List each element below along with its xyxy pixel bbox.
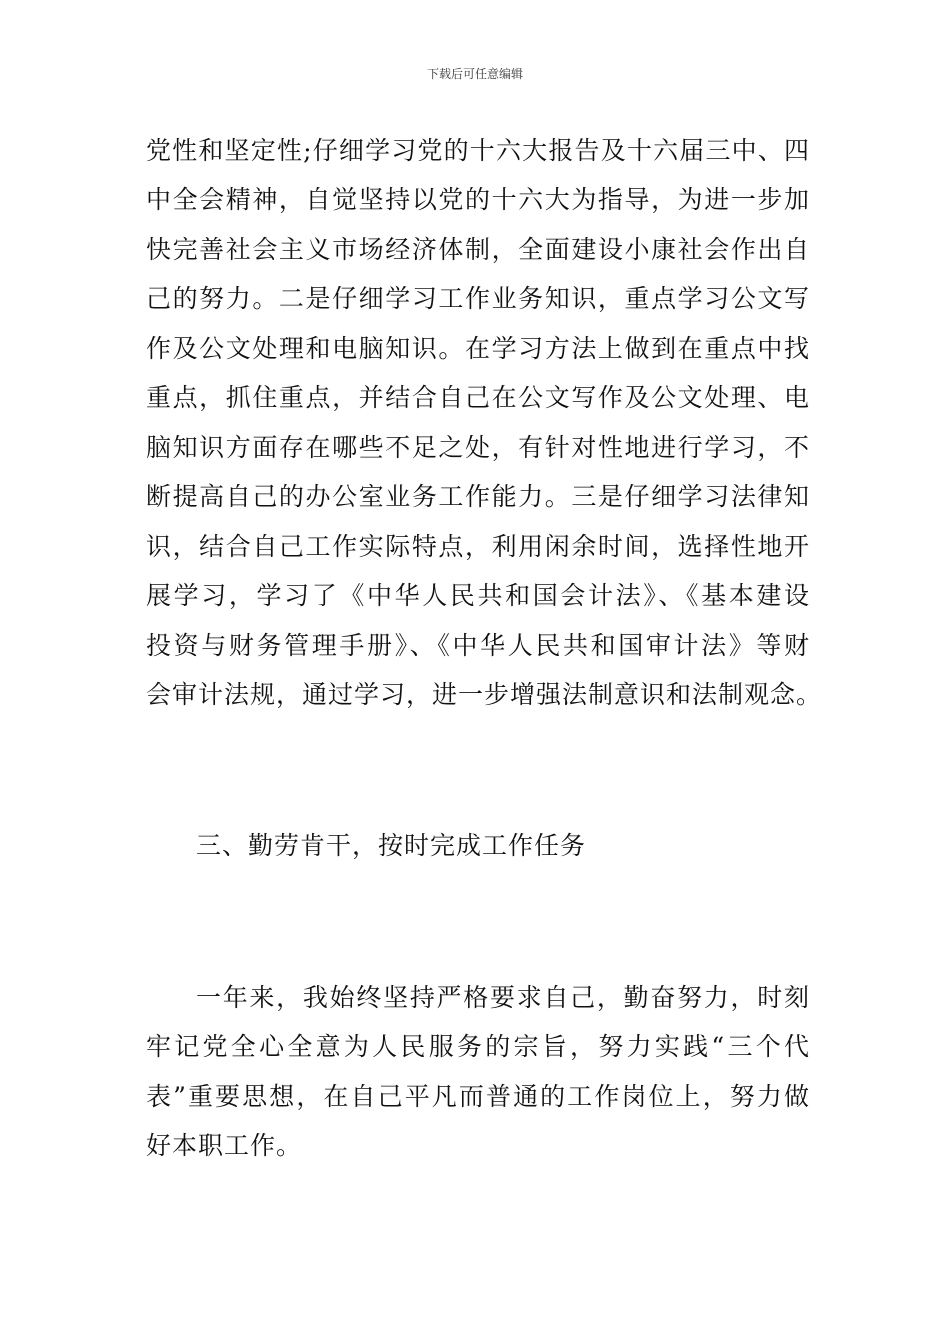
paragraph-line: 识，结合自己工作实际特点，利用闲余时间，选择性地开 [146,532,810,561]
paragraph-line: 中全会精神，自觉坚持以党的十六大为指导，为进一步加 [146,185,810,214]
paragraph-line: 己的努力。二是仔细学习工作业务知识，重点学习公文写 [146,284,810,313]
paragraph-line: 牢记党全心全意为人民服务的宗旨，努力实践“三个代 [146,1032,810,1061]
paragraph-line: 展学习，学习了《中华人民共和国会计法》、《基本建设 [146,581,810,610]
paragraph-line: 作及公文处理和电脑知识。在学习方法上做到在重点中找 [146,334,810,363]
paragraph-line: 投资与财务管理手册》、《中华人民共和国审计法》等财 [146,631,810,660]
paragraph-line: 会审计法规，通过学习，进一步增强法制意识和法制观念。 [146,680,823,709]
paragraph-line: 好本职工作。 [146,1131,303,1160]
paragraph-line: 断提高自己的办公室业务工作能力。三是仔细学习法律知 [146,482,810,511]
section-heading: 三、勤劳肯干，按时完成工作任务 [196,831,587,860]
paragraph-line: 脑知识方面存在哪些不足之处，有针对性地进行学习，不 [146,433,810,462]
paragraph-line: 党性和坚定性;仔细学习党的十六大报告及十六届三中、四 [146,136,810,165]
paragraph-line: 快完善社会主义市场经济体制，全面建设小康社会作出自 [146,235,810,264]
paragraph-line: 重点，抓住重点，并结合自己在公文写作及公文处理、电 [146,383,810,412]
paragraph-line: 一年来，我始终坚持严格要求自己，勤奋努力，时刻 [196,983,810,1012]
paragraph-line: 表”重要思想，在自己平凡而普通的工作岗位上，努力做 [146,1082,810,1111]
page-header: 下载后可任意编辑 [426,67,523,81]
